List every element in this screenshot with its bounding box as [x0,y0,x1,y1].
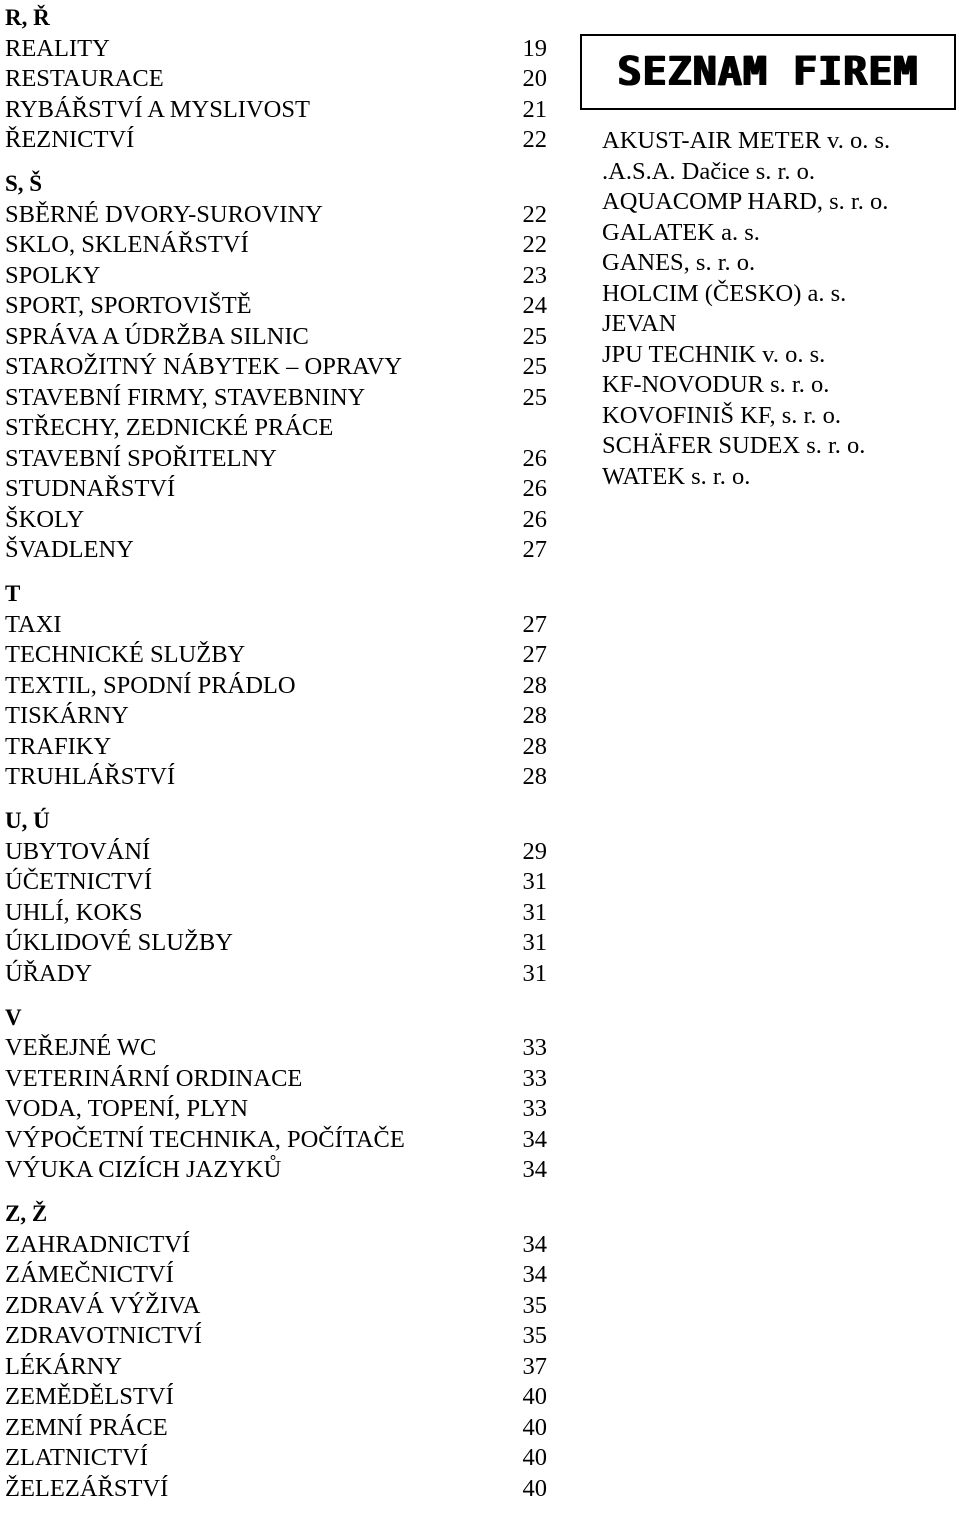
page-number: 34 [522,1261,547,1288]
index-section [5,1003,550,1186]
index-row [5,1382,550,1413]
company-name: AQUACOMP HARD, s. r. o. [602,188,889,215]
company-name: WATEK s. r. o. [602,462,751,490]
category-label: VÝPOČETNÍ TECHNIKA, POČÍTAČE [5,1125,405,1153]
index-row [5,959,550,990]
page-number: 27 [522,610,547,638]
category-label: ÚŘADY [5,959,93,987]
company-name: KOVOFINIŠ KF, s. r. o. [602,401,841,429]
page-number: 22 [522,231,547,258]
index-row [5,291,550,322]
index-section [5,169,550,566]
category-label: STAVEBNÍ FIRMY, STAVEBNINY [5,383,366,411]
page-number: 20 [522,65,547,92]
page-number: 31 [522,929,547,956]
category-label: VEŘEJNÉ WC [5,1034,157,1061]
company-name: AKUST-AIR METER v. o. s. [602,127,891,154]
index-row [5,505,550,536]
index-row [5,64,550,95]
category-label: ZÁMEČNICTVÍ [5,1261,174,1288]
index-row [5,322,550,353]
category-label: ŠVADLENY [5,536,134,563]
index-row [5,1352,550,1383]
index-row [5,898,550,929]
category-label: STAVEBNÍ SPOŘITELNY [5,444,277,472]
category-label: UBYTOVÁNÍ [5,837,151,865]
category-label: TECHNICKÉ SLUŽBY [5,641,246,668]
index-row [5,261,550,292]
category-label: ZDRAVÁ VÝŽIVA [5,1291,201,1319]
category-label: SPOLKY [5,261,101,289]
page-number: 34 [522,1156,547,1183]
section-heading: R, Ř [5,5,50,30]
category-label: ZDRAVOTNICTVÍ [5,1322,202,1349]
category-label: STAROŽITNÝ NÁBYTEK – OPRAVY [5,353,403,380]
index-row [5,867,550,898]
page-number: 19 [522,34,547,62]
category-label: STUDNAŘSTVÍ [5,475,176,502]
page-number: 24 [522,292,547,319]
category-label: REALITY [5,34,110,62]
index-row [5,1321,550,1352]
index-row [5,701,550,732]
index-row [5,1230,550,1261]
section-heading: Z, Ž [5,1201,48,1226]
index-row [5,200,550,231]
page-number: 29 [522,837,547,865]
page-number: 33 [522,1034,547,1061]
company-name: .A.S.A. Dačice s. r. o. [602,157,815,185]
index-row [5,535,550,566]
page-number: 40 [522,1413,547,1441]
index-row [5,383,550,414]
index-row [5,671,550,702]
index-row [5,1291,550,1322]
company-name: KF-NOVODUR s. r. o. [602,371,830,398]
page-number: 33 [522,1064,547,1092]
category-label: SBĚRNÉ DVORY-SUROVINY [5,200,323,228]
index-row [5,474,550,505]
company-name: GALATEK a. s. [602,218,760,246]
page-number: 28 [522,732,547,760]
page-number: 25 [522,322,547,350]
page-number: 25 [522,383,547,411]
page-number: 25 [522,353,547,380]
company-name: SCHÄFER SUDEX s. r. o. [602,432,866,459]
directory-title-box [580,34,956,110]
page-number: 40 [522,1474,547,1502]
category-label: ZAHRADNICTVÍ [5,1230,191,1258]
page-number: 21 [522,95,547,123]
page-number: 33 [522,1095,547,1122]
category-label: SKLO, SKLENÁŘSTVÍ [5,231,249,258]
company-name: JPU TECHNIK v. o. s. [602,340,826,368]
section-heading: S, Š [5,171,43,196]
index-row [5,1033,550,1064]
index-row [5,762,550,793]
category-label: ŠKOLY [5,505,85,533]
category-label: ŽELEZÁŘSTVÍ [5,1474,169,1502]
category-label: TEXTIL, SPODNÍ PRÁDLO [5,671,296,699]
index-row [5,1064,550,1095]
page-number: 31 [522,898,547,926]
page-number: 40 [522,1444,547,1471]
page-number: 23 [522,261,547,289]
index-row [5,1094,550,1125]
page-number: 26 [522,444,547,472]
index-row [5,1125,550,1156]
company-name: JEVAN [602,310,677,337]
category-label: RYBÁŘSTVÍ A MYSLIVOST [5,95,310,123]
page-number: 31 [522,868,547,895]
index-row [5,352,550,383]
page-number: 27 [522,536,547,563]
category-label: VODA, TOPENÍ, PLYN [5,1095,249,1122]
index-row [5,732,550,763]
category-label: TAXI [5,610,62,638]
company-directory [580,34,960,492]
page-number: 28 [522,763,547,790]
category-label: ZEMĚDĚLSTVÍ [5,1383,174,1410]
index-row [5,640,550,671]
page-number: 28 [522,702,547,729]
category-label: ZLATNICTVÍ [5,1444,148,1471]
category-label: STŘECHY, ZEDNICKÉ PRÁCE [5,414,334,441]
category-label: RESTAURACE [5,65,164,92]
category-label: SPRÁVA A ÚDRŽBA SILNIC [5,322,309,350]
index-row [5,1155,550,1186]
category-label: ÚČETNICTVÍ [5,868,152,895]
page-number: 35 [522,1322,547,1349]
category-label: TRUHLÁŘSTVÍ [5,763,176,790]
category-label: VÝUKA CIZÍCH JAZYKŮ [5,1156,282,1183]
category-label: LÉKÁRNY [5,1352,123,1380]
company-name: HOLCIM (ČESKO) a. s. [602,279,847,307]
index-section [5,3,550,156]
index-row [5,230,550,261]
index-row [5,1413,550,1444]
page-number: 35 [522,1291,547,1319]
index-section [5,806,550,989]
page-number: 27 [522,641,547,668]
category-label: ÚKLIDOVÉ SLUŽBY [5,929,233,956]
page-number: 34 [522,1230,547,1258]
category-label: TRAFIKY [5,732,112,760]
page-number: 34 [522,1125,547,1153]
index-row [5,1443,550,1474]
category-label: ŘEZNICTVÍ [5,126,135,153]
page-number: 28 [522,671,547,699]
page-number: 26 [522,505,547,533]
index-row [5,1260,550,1291]
index-row [5,837,550,868]
company-name: GANES, s. r. o. [602,249,756,276]
category-label: VETERINÁRNÍ ORDINACE [5,1064,303,1092]
index-row [5,95,550,126]
section-heading: U, Ú [5,808,50,833]
company-list [580,126,960,492]
section-heading: T [5,581,21,606]
page-number: 37 [522,1352,547,1380]
index-row [5,610,550,641]
index-row [5,444,550,475]
index-section [5,1199,550,1504]
page-number: 22 [522,200,547,228]
index-row [5,125,550,156]
index-row [5,928,550,959]
index-section [5,579,550,793]
category-index [5,3,550,1518]
category-label: TISKÁRNY [5,702,129,729]
section-heading: V [5,1004,22,1030]
index-row [5,413,550,444]
directory-title: SEZNAM FIREM [617,49,919,95]
index-row [5,34,550,65]
page-number: 40 [522,1383,547,1410]
index-row [5,1474,550,1505]
page-number: 22 [522,126,547,153]
page-number: 26 [522,475,547,502]
category-label: UHLÍ, KOKS [5,898,143,926]
category-label: SPORT, SPORTOVIŠTĚ [5,292,252,319]
category-label: ZEMNÍ PRÁCE [5,1413,168,1441]
page-number: 31 [522,959,547,987]
